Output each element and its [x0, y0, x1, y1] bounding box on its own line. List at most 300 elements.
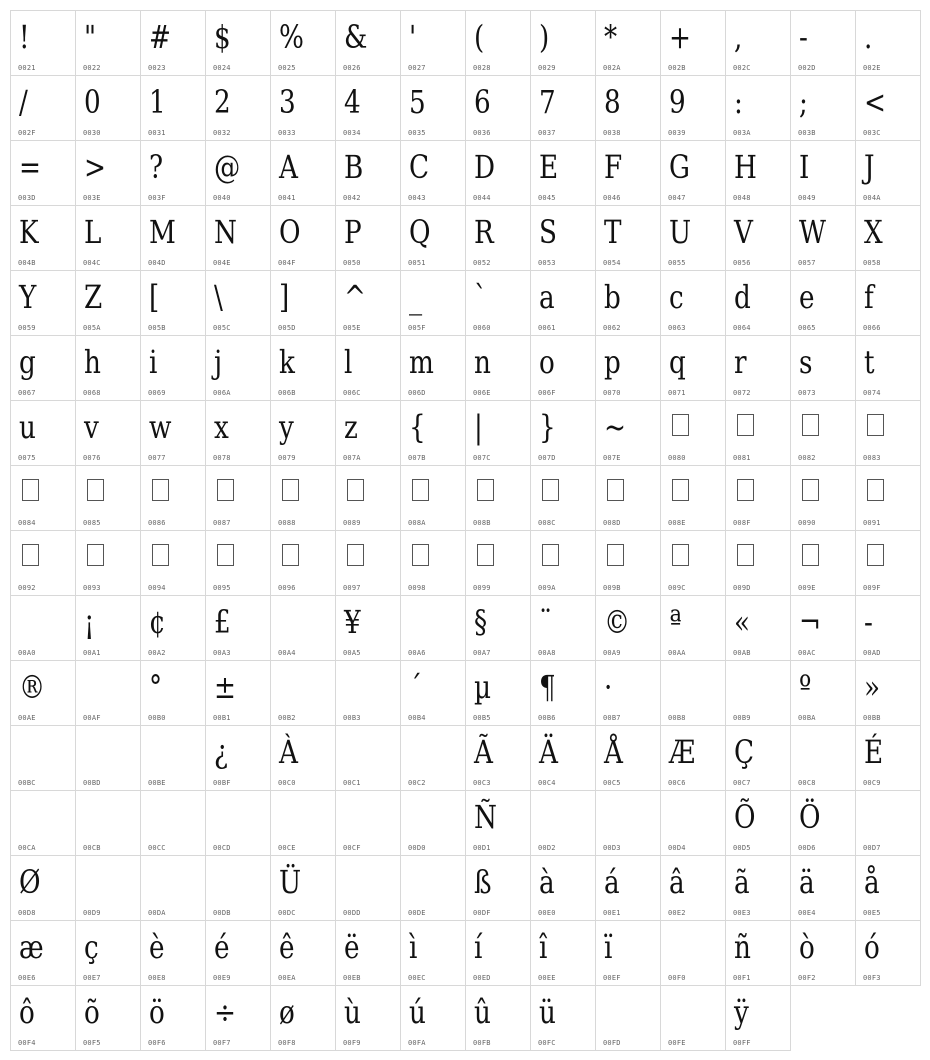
glyph-code: 00D1 [473, 844, 491, 852]
glyph-cell [595, 400, 661, 466]
glyph-code: 004E [213, 259, 231, 267]
glyph-code: 00A8 [538, 649, 556, 657]
glyph-code: 005B [148, 324, 166, 332]
glyph-char: ^ [344, 278, 366, 316]
glyph-code: 007E [603, 454, 621, 462]
glyph-code: 00BB [863, 714, 881, 722]
glyph-code: 00E5 [863, 909, 881, 917]
glyph-cell [595, 465, 661, 531]
glyph-cell [660, 10, 726, 76]
glyph-cell [725, 855, 791, 921]
glyph-char: 0 [84, 83, 101, 121]
glyph-code: 0038 [603, 129, 621, 137]
glyph-cell [270, 10, 336, 76]
glyph-code: 00DD [343, 909, 361, 917]
glyph-cell [140, 400, 206, 466]
glyph-code: 008E [668, 519, 686, 527]
glyph-cell [790, 920, 856, 986]
glyph-char: í [474, 928, 483, 966]
glyph-cell [75, 920, 141, 986]
glyph-char: 4 [344, 83, 361, 121]
glyph-code: 005F [408, 324, 426, 332]
glyph-char: â [669, 863, 685, 901]
glyph-cell [725, 140, 791, 206]
glyph-char: Q [409, 213, 431, 251]
glyph-char: ÷ [214, 993, 236, 1031]
missing-glyph-box [87, 544, 104, 566]
glyph-char: ? [149, 148, 164, 186]
glyph-code: 008D [603, 519, 621, 527]
glyph-char: p [604, 343, 621, 381]
glyph-cell [270, 270, 336, 336]
glyph-cell [660, 75, 726, 141]
glyph-cell [270, 140, 336, 206]
glyph-code: 00E8 [148, 974, 166, 982]
glyph-code: 002B [668, 64, 686, 72]
glyph-char: Ü [279, 863, 302, 901]
glyph-cell [465, 530, 531, 596]
glyph-cell [205, 660, 271, 726]
glyph-code: 00EC [408, 974, 426, 982]
glyph-code: 00F0 [668, 974, 686, 982]
glyph-char: / [19, 83, 28, 121]
glyph-cell [790, 400, 856, 466]
glyph-cell [465, 725, 531, 791]
glyph-code: 008F [733, 519, 751, 527]
glyph-cell [205, 335, 271, 401]
glyph-char: Ã [474, 733, 493, 771]
glyph-code: 00DB [213, 909, 231, 917]
glyph-cell [660, 140, 726, 206]
glyph-code: 00A3 [213, 649, 231, 657]
glyph-cell [855, 335, 921, 401]
glyph-cell [10, 790, 76, 856]
glyph-char: 8 [604, 83, 621, 121]
glyph-code: 0046 [603, 194, 621, 202]
glyph-code: 00BD [83, 779, 101, 787]
glyph-char: ñ [734, 928, 751, 966]
glyph-cell [725, 725, 791, 791]
glyph-char: , [734, 18, 743, 56]
glyph-cell [140, 725, 206, 791]
glyph-cell [660, 335, 726, 401]
glyph-char: ¢ [149, 603, 166, 641]
glyph-code: 0074 [863, 389, 881, 397]
glyph-char: 6 [474, 83, 491, 121]
glyph-code: 00D5 [733, 844, 751, 852]
glyph-cell [270, 725, 336, 791]
glyph-char: ~ [604, 408, 626, 446]
glyph-code: 00E0 [538, 909, 556, 917]
glyph-char: ß [474, 863, 492, 901]
glyph-char: º [799, 668, 812, 706]
glyph-cell [855, 465, 921, 531]
glyph-char: w [149, 408, 172, 446]
glyph-code: 0063 [668, 324, 686, 332]
glyph-cell [465, 10, 531, 76]
glyph-char: õ [84, 993, 100, 1031]
glyph-code: 00DE [408, 909, 426, 917]
glyph-cell [270, 75, 336, 141]
glyph-code: 0059 [18, 324, 36, 332]
glyph-cell [400, 270, 466, 336]
glyph-cell [725, 400, 791, 466]
glyph-char: % [279, 18, 304, 56]
glyph-code: 00BE [148, 779, 166, 787]
glyph-char: r [734, 343, 747, 381]
glyph-cell [140, 985, 206, 1051]
glyph-code: 009C [668, 584, 686, 592]
glyph-char: d [734, 278, 751, 316]
glyph-cell [725, 985, 791, 1051]
glyph-char: | [474, 408, 483, 446]
glyph-code: 00DA [148, 909, 166, 917]
glyph-char: I [799, 148, 810, 186]
glyph-code: 00B8 [668, 714, 686, 722]
glyph-cell [660, 595, 726, 661]
glyph-cell [400, 530, 466, 596]
glyph-code: 006B [278, 389, 296, 397]
glyph-char: ø [279, 993, 295, 1031]
glyph-code: 00C4 [538, 779, 556, 787]
glyph-cell [335, 10, 401, 76]
glyph-code: 00EE [538, 974, 556, 982]
glyph-code: 0025 [278, 64, 296, 72]
glyph-cell [660, 920, 726, 986]
glyph-cell [75, 270, 141, 336]
glyph-cell [790, 335, 856, 401]
glyph-char: ± [214, 668, 236, 706]
glyph-cell [140, 855, 206, 921]
glyph-code: 0065 [798, 324, 816, 332]
glyph-cell [595, 985, 661, 1051]
glyph-code: 004C [83, 259, 101, 267]
glyph-cell [400, 725, 466, 791]
glyph-code: 00AE [18, 714, 36, 722]
glyph-code: 0083 [863, 454, 881, 462]
missing-glyph-box [347, 479, 364, 501]
glyph-cell [75, 790, 141, 856]
glyph-code: 00E1 [603, 909, 621, 917]
glyph-cell [660, 530, 726, 596]
glyph-char: 7 [539, 83, 556, 121]
glyph-cell [140, 660, 206, 726]
glyph-code: 00E6 [18, 974, 36, 982]
missing-glyph-box [347, 544, 364, 566]
glyph-code: 0029 [538, 64, 556, 72]
glyph-code: 00F3 [863, 974, 881, 982]
glyph-char: _ [409, 278, 423, 316]
glyph-code: 007B [408, 454, 426, 462]
glyph-code: 0091 [863, 519, 881, 527]
glyph-code: 00ED [473, 974, 491, 982]
glyph-code: 0060 [473, 324, 491, 332]
glyph-cell [270, 790, 336, 856]
glyph-char: - [864, 603, 873, 641]
glyph-cell [335, 595, 401, 661]
glyph-code: 00E9 [213, 974, 231, 982]
glyph-cell [205, 75, 271, 141]
glyph-code: 00D9 [83, 909, 101, 917]
glyph-cell [10, 530, 76, 596]
glyph-code: 00D2 [538, 844, 556, 852]
glyph-char: @ [214, 148, 241, 186]
glyph-code: 00AB [733, 649, 751, 657]
glyph-code: 0069 [148, 389, 166, 397]
glyph-char: ÿ [734, 993, 749, 1031]
glyph-code: 0058 [863, 259, 881, 267]
glyph-char: > [84, 148, 106, 186]
glyph-cell [400, 920, 466, 986]
glyph-cell [140, 205, 206, 271]
glyph-code: 00EF [603, 974, 621, 982]
glyph-char: } [539, 408, 556, 446]
glyph-code: 00AA [668, 649, 686, 657]
glyph-char: é [214, 928, 230, 966]
glyph-char: 3 [279, 83, 296, 121]
glyph-char: ( [474, 18, 485, 56]
glyph-cell [335, 985, 401, 1051]
glyph-code: 00D8 [18, 909, 36, 917]
glyph-char: û [474, 993, 491, 1031]
glyph-code: 0087 [213, 519, 231, 527]
glyph-code: 007C [473, 454, 491, 462]
glyph-code: 00A7 [473, 649, 491, 657]
glyph-cell [855, 400, 921, 466]
missing-glyph-box [802, 479, 819, 501]
glyph-code: 0075 [18, 454, 36, 462]
glyph-code: 005C [213, 324, 231, 332]
glyph-code: 00F7 [213, 1039, 231, 1047]
glyph-code: 00B6 [538, 714, 556, 722]
glyph-code: 004D [148, 259, 166, 267]
glyph-code: 004B [18, 259, 36, 267]
glyph-cell [75, 595, 141, 661]
glyph-char: ` [474, 278, 488, 316]
glyph-cell [10, 400, 76, 466]
glyph-cell [335, 465, 401, 531]
glyph-cell [400, 205, 466, 271]
glyph-char: £ [214, 603, 231, 641]
glyph-char: © [604, 603, 631, 641]
glyph-cell [205, 10, 271, 76]
glyph-char: î [539, 928, 548, 966]
glyph-code: 006A [213, 389, 231, 397]
glyph-cell [530, 530, 596, 596]
glyph-char: " [84, 18, 97, 56]
glyph-cell [335, 140, 401, 206]
glyph-cell [725, 335, 791, 401]
glyph-code: 0024 [213, 64, 231, 72]
glyph-cell [400, 985, 466, 1051]
glyph-char: R [474, 213, 494, 251]
glyph-char: z [344, 408, 358, 446]
glyph-cell [530, 140, 596, 206]
glyph-cell [530, 985, 596, 1051]
glyph-cell [75, 335, 141, 401]
glyph-code: 0078 [213, 454, 231, 462]
glyph-char: W [799, 213, 826, 251]
glyph-cell [205, 790, 271, 856]
glyph-char: : [734, 83, 743, 121]
glyph-cell [595, 660, 661, 726]
missing-glyph-box [867, 479, 884, 501]
glyph-char: [ [149, 278, 160, 316]
glyph-code: 00B5 [473, 714, 491, 722]
glyph-char: æ [19, 928, 44, 966]
glyph-code: 0096 [278, 584, 296, 592]
missing-glyph-box [412, 479, 429, 501]
glyph-code: 00D7 [863, 844, 881, 852]
glyph-code: 005E [343, 324, 361, 332]
glyph-char: ò [799, 928, 815, 966]
glyph-cell [270, 920, 336, 986]
glyph-code: 00F1 [733, 974, 751, 982]
glyph-cell [530, 205, 596, 271]
glyph-code: 0033 [278, 129, 296, 137]
glyph-cell [10, 595, 76, 661]
glyph-code: 00BA [798, 714, 816, 722]
glyph-char: ô [19, 993, 35, 1031]
glyph-code: 00F2 [798, 974, 816, 982]
glyph-code: 0054 [603, 259, 621, 267]
missing-glyph-box [867, 414, 884, 436]
glyph-cell [465, 335, 531, 401]
glyph-char: U [669, 213, 692, 251]
missing-glyph-box [542, 544, 559, 566]
glyph-code: 00FA [408, 1039, 426, 1047]
glyph-code: 009E [798, 584, 816, 592]
missing-glyph-box [477, 479, 494, 501]
glyph-char: F [604, 148, 623, 186]
glyph-code: 002C [733, 64, 751, 72]
glyph-cell [530, 270, 596, 336]
glyph-cell [530, 75, 596, 141]
glyph-char: « [734, 603, 751, 641]
glyph-code: 0030 [83, 129, 101, 137]
glyph-code: 0037 [538, 129, 556, 137]
glyph-code: 0092 [18, 584, 36, 592]
glyph-code: 003A [733, 129, 751, 137]
glyph-cell [595, 75, 661, 141]
glyph-cell [10, 335, 76, 401]
missing-glyph-box [152, 479, 169, 501]
glyph-char: - [799, 18, 808, 56]
glyph-cell [855, 920, 921, 986]
glyph-char: ) [539, 18, 550, 56]
glyph-char: ¡ [84, 603, 95, 641]
glyph-code: 0070 [603, 389, 621, 397]
glyph-code: 00C7 [733, 779, 751, 787]
glyph-code: 00A5 [343, 649, 361, 657]
glyph-char: ¥ [344, 603, 361, 641]
glyph-code: 0094 [148, 584, 166, 592]
glyph-code: 00D6 [798, 844, 816, 852]
glyph-code: 0048 [733, 194, 751, 202]
glyph-cell [530, 660, 596, 726]
glyph-cell [465, 595, 531, 661]
glyph-cell [10, 140, 76, 206]
glyph-cell [660, 985, 726, 1051]
missing-glyph-box [477, 544, 494, 566]
glyph-code: 008A [408, 519, 426, 527]
glyph-cell [465, 920, 531, 986]
glyph-cell [205, 725, 271, 791]
missing-glyph-box [542, 479, 559, 501]
glyph-code: 0045 [538, 194, 556, 202]
glyph-code: 00C6 [668, 779, 686, 787]
missing-glyph-box [607, 479, 624, 501]
glyph-cell [530, 920, 596, 986]
glyph-code: 00BF [213, 779, 231, 787]
glyph-code: 00F5 [83, 1039, 101, 1047]
missing-glyph-box [22, 479, 39, 501]
glyph-code: 0023 [148, 64, 166, 72]
glyph-code: 0061 [538, 324, 556, 332]
glyph-cell [465, 205, 531, 271]
missing-glyph-box [672, 544, 689, 566]
glyph-char: ; [799, 83, 808, 121]
glyph-code: 0036 [473, 129, 491, 137]
glyph-code: 003B [798, 129, 816, 137]
glyph-cell [790, 530, 856, 596]
glyph-code: 006C [343, 389, 361, 397]
glyph-code: 00CE [278, 844, 296, 852]
glyph-cell [725, 530, 791, 596]
glyph-code: 00EB [343, 974, 361, 982]
glyph-code: 00FF [733, 1039, 751, 1047]
glyph-char: ¨ [539, 603, 553, 641]
glyph-code: 00DC [278, 909, 296, 917]
glyph-char: Æ [669, 733, 696, 771]
glyph-cell [530, 335, 596, 401]
glyph-code: 00AC [798, 649, 816, 657]
glyph-cell [400, 660, 466, 726]
glyph-code: 00D3 [603, 844, 621, 852]
glyph-code: 006D [408, 389, 426, 397]
missing-glyph-box [607, 544, 624, 566]
glyph-code: 0089 [343, 519, 361, 527]
glyph-cell [465, 660, 531, 726]
missing-glyph-box [282, 544, 299, 566]
glyph-char: ! [19, 18, 30, 56]
glyph-char: x [214, 408, 229, 446]
glyph-code: 00C1 [343, 779, 361, 787]
glyph-cell [205, 400, 271, 466]
glyph-char: . [864, 18, 873, 56]
glyph-code: 00A0 [18, 649, 36, 657]
missing-glyph-box [282, 479, 299, 501]
glyph-char: » [864, 668, 881, 706]
glyph-cell [400, 10, 466, 76]
glyph-char: o [539, 343, 555, 381]
glyph-char: T [604, 213, 622, 251]
glyph-cell [530, 725, 596, 791]
glyph-cell [335, 530, 401, 596]
glyph-char: ú [409, 993, 426, 1031]
glyph-char: ì [409, 928, 418, 966]
glyph-cell [140, 75, 206, 141]
glyph-char: ¬ [799, 603, 821, 641]
glyph-cell [725, 10, 791, 76]
glyph-char: ¶ [539, 668, 556, 706]
glyph-char: ' [409, 18, 417, 56]
glyph-char: h [84, 343, 101, 381]
glyph-char: 5 [409, 83, 426, 121]
glyph-cell [400, 465, 466, 531]
glyph-code: 00D0 [408, 844, 426, 852]
glyph-cell [660, 790, 726, 856]
